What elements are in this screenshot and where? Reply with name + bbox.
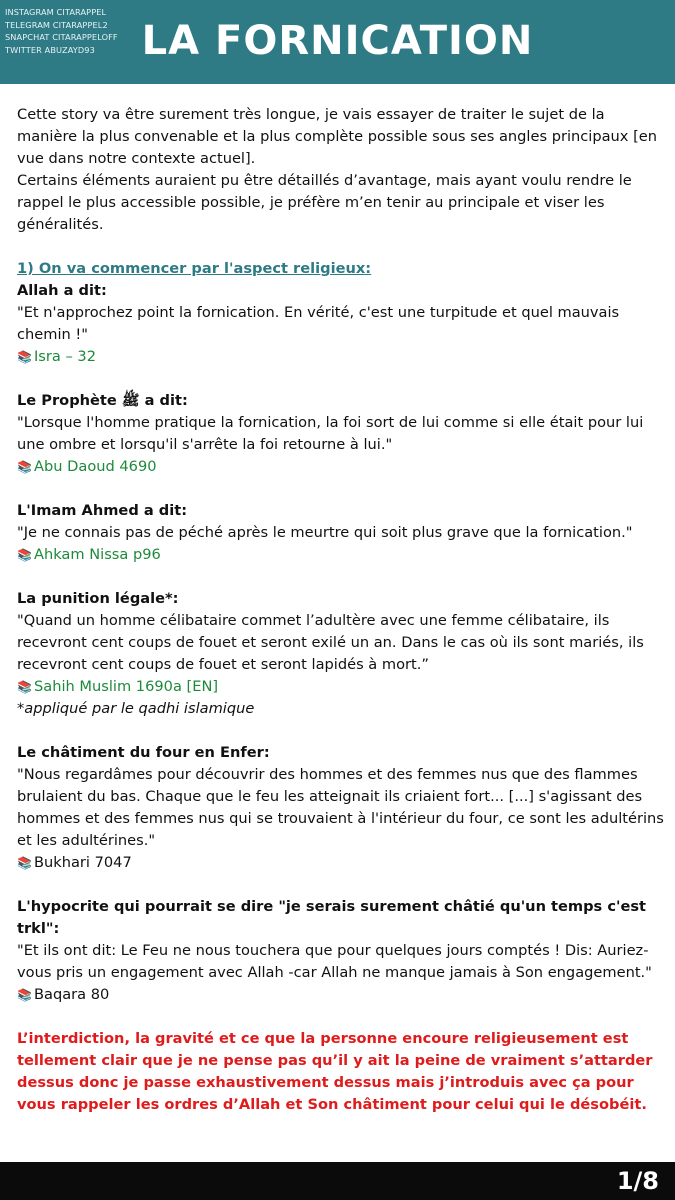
page-indicator: 1/8	[616, 1167, 659, 1195]
quote-source: Ahkam Nissa p96	[34, 546, 161, 563]
quote-label: Le Prophète ﷺ a dit:	[17, 392, 188, 409]
quote-source: Isra – 32	[34, 348, 96, 365]
instagram-handle: INSTAGRAM CITARAPPEL	[5, 7, 107, 17]
header-banner	[0, 0, 675, 84]
story-content	[17, 104, 665, 1116]
quote-source: Bukhari 7047	[34, 854, 132, 871]
quote-source: Sahih Muslim 1690a [EN]	[34, 678, 219, 695]
quote-label: Allah a dit:	[17, 282, 107, 299]
quote-text: "Et n'approchez point la fornication. En vérité, c'est une turpitude et quel mauvais chemin !"	[17, 304, 620, 343]
books-icon: 📚	[17, 548, 32, 562]
quote-source: Baqara 80	[34, 986, 110, 1003]
quote-text: "Quand un homme célibataire commet l’adultère avec une femme célibataire, ils recevront cent coups de fouet et seront exilé un an. Dans le cas où ils sont mariés, ils recevront cent coups de fouet et seront lapidés à mort.”	[17, 612, 644, 673]
quote-label: Le châtiment du four en Enfer:	[17, 744, 270, 761]
quote-note: *appliqué par le qadhi islamique	[17, 700, 255, 717]
intro-paragraph-2: Certains éléments auraient pu être détaillés d’avantage, mais ayant voulu rendre le rappel le plus accessible possible, je préfère m’en tenir au principale et viser les généralités.	[17, 172, 632, 233]
quote-text: "Et ils ont dit: Le Feu ne nous touchera que pour quelques jours comptés ! Dis: Auriez-vous pris un engagement avec Allah -car Allah ne manque jamais à Son engagement."	[17, 942, 652, 981]
quote-label: La punition légale*:	[17, 590, 179, 607]
quote-label: L'hypocrite qui pourrait se dire "je serais surement châtié qu'un temps c'est trkl":	[17, 898, 647, 937]
conclusion-text: L’interdiction, la gravité et ce que la personne encoure religieusement est tellement clair que je ne pense pas qu’il y ait la peine de vraiment s’attarder dessus donc je passe exhaustivement dessus mais j’introduis avec ça pour vous rappeler les ordres d’Allah et Son châtiment pour celui qui le désobéit.	[17, 1030, 653, 1113]
quote-label: L'Imam Ahmed a dit:	[17, 502, 188, 519]
section-heading: 1) On va commencer par l'aspect religieux:	[17, 260, 372, 277]
books-icon: 📚	[17, 350, 32, 364]
snapchat-handle: SNAPCHAT CITARAPPELOFF	[5, 32, 118, 42]
twitter-handle: TWITTER ABUZAYD93	[5, 44, 95, 55]
page-title: LA FORNICATION	[141, 18, 534, 64]
books-icon: 📚	[17, 988, 32, 1002]
books-icon: 📚	[17, 680, 32, 694]
footer-bar	[0, 1162, 675, 1200]
books-icon: 📚	[17, 460, 32, 474]
quote-text: "Lorsque l'homme pratique la fornication, la foi sort de lui comme si elle était pour lui une ombre et lorsqu'il s'arrête la foi retourne à lui."	[17, 414, 644, 453]
quote-text: "Je ne connais pas de péché après le meurtre qui soit plus grave que la fornication."	[17, 524, 633, 541]
quote-text: "Nous regardâmes pour découvrir des hommes et des femmes nus que des flammes brulaient du bas. Chaque que le feu les atteignait ils criaient fort... [...] s'agissant des hommes et des femmes nus qui se trouvaient à l'intérieur du four, ce sont les adultérins et les adultérines."	[17, 766, 664, 849]
quote-source: Abu Daoud 4690	[34, 458, 157, 475]
telegram-handle: TELEGRAM CITARAPPEL2	[5, 19, 108, 30]
books-icon: 📚	[17, 856, 32, 870]
intro-paragraph-1: Cette story va être surement très longue, je vais essayer de traiter le sujet de la manière la plus convenable et la plus complète possible sous ses angles principaux [en vue dans notre contexte actuel].	[17, 106, 657, 167]
